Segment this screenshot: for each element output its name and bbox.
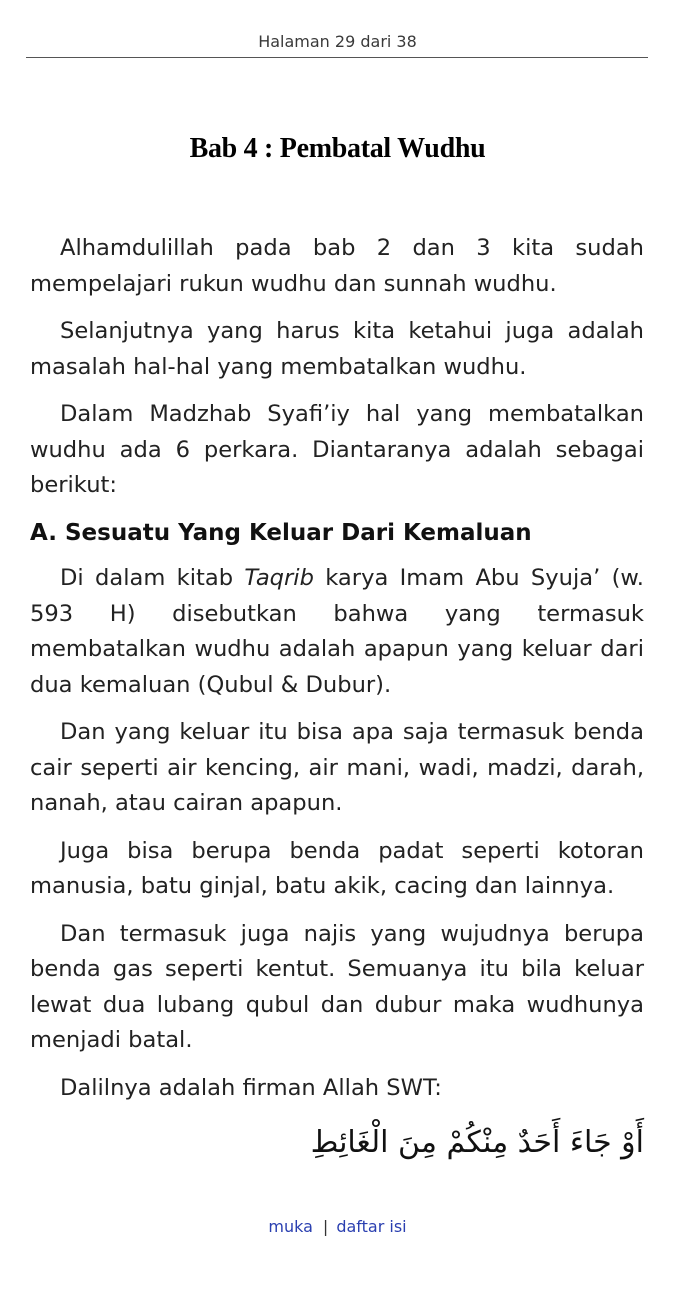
- taqrib-text-after: karya Imam Abu Syuja’ (w. 593 H) disebutkan bahwa yang termasuk membatalkan wudhu adalah apapun yang keluar dari dua kemaluan (Qubul & Dubur).: [30, 565, 644, 698]
- paragraph-intro: Alhamdulillah pada bab 2 dan 3 kita sudah mempelajari rukun wudhu dan sunnah wudhu.: [30, 235, 644, 297]
- chapter-body: [30, 231, 644, 1168]
- paragraph-next: Selanjutnya yang harus kita ketahui juga adalah masalah hal-hal yang membatalkan wudhu.: [30, 318, 644, 380]
- paragraph-gas: Dan termasuk juga najis yang wujudnya berupa benda gas seperti kentut. Semuanya itu bila keluar lewat dua lubang qubul dan dubur maka wudhunya menjadi batal.: [30, 920, 644, 1053]
- page-number-header: Halaman 29 dari 38: [258, 32, 417, 51]
- paragraph-solid: Juga bisa berupa benda padat seperti kotoran manusia, batu ginjal, batu akik, cacing dan lainnya.: [30, 837, 644, 899]
- book-title-taqrib: Taqrib: [244, 565, 314, 591]
- paragraph-liquid: Dan yang keluar itu bisa apa saja termasuk benda cair seperti air kencing, air mani, wadi, madzi, darah, nanah, atau cairan apapun.: [30, 719, 644, 816]
- footer-separator: |: [322, 1217, 329, 1236]
- taqrib-text-before: Di dalam kitab: [60, 565, 245, 591]
- section-heading-a: A. Sesuatu Yang Keluar Dari Kemaluan: [30, 519, 532, 546]
- paragraph-dalil: Dalilnya adalah firman Allah SWT:: [60, 1074, 442, 1101]
- header-divider: [26, 57, 648, 58]
- chapter-title: Bab 4 : Pembatal Wudhu: [189, 133, 486, 164]
- arabic-verse: أَوْ جَاءَ أَحَدٌ مِنْكُمْ مِنَ الْغَائِطِ: [310, 1125, 644, 1160]
- paragraph-madzhab: Dalam Madzhab Syafi’iy hal yang membatalkan wudhu ada 6 perkara. Diantaranya adalah sebagai berikut:: [30, 401, 644, 498]
- home-link[interactable]: muka: [268, 1217, 313, 1236]
- footer-nav: [0, 1217, 675, 1236]
- paragraph-taqrib: [30, 561, 644, 703]
- table-of-contents-link[interactable]: daftar isi: [336, 1217, 407, 1236]
